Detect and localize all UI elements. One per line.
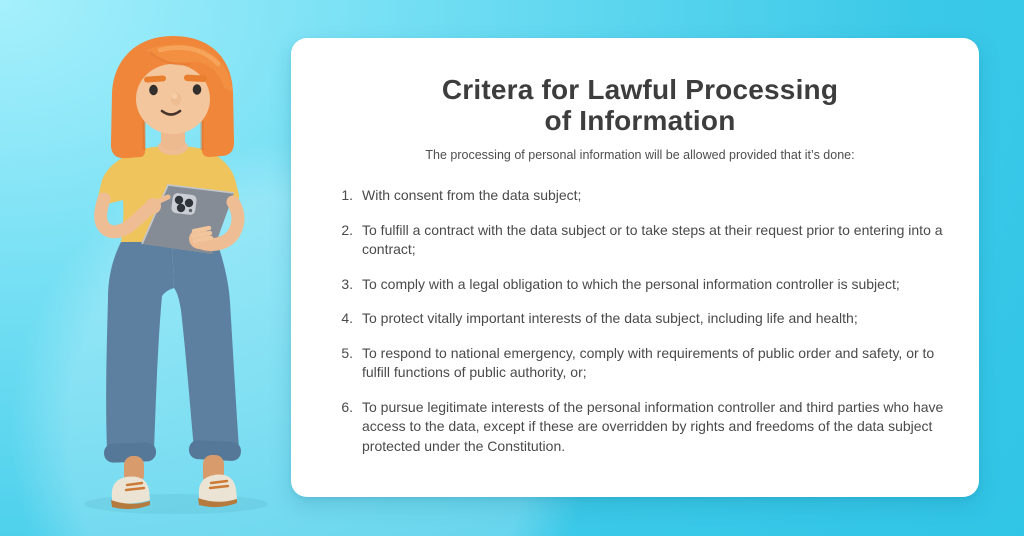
list-item-text: To protect vitally important interests of the data subject, including life and health;	[362, 310, 858, 326]
page-title	[331, 74, 949, 136]
list-item	[331, 275, 949, 295]
list-item	[331, 309, 949, 329]
card-subtitle: The processing of personal information will be allowed provided that it’s done:	[425, 148, 855, 162]
list-item-number: 3.	[341, 275, 353, 292]
page-title-line2: of Information	[544, 105, 736, 136]
list-item-text: To fulfill a contract with the data subject or to take steps at their request prior to entering into a contract;	[362, 221, 943, 257]
list-item-text: With consent from the data subject;	[362, 187, 582, 203]
list-item	[331, 398, 949, 457]
list-item-text: To respond to national emergency, comply with requirements of public order and safety, or to fulfill functions of public authority, or;	[362, 344, 935, 380]
list-item-number: 1.	[341, 187, 353, 203]
list-item	[331, 344, 949, 383]
list-item	[331, 186, 949, 206]
list-item-number: 4.	[341, 310, 353, 326]
woman-with-tablet-illustration	[0, 0, 290, 536]
list-item-number: 5.	[341, 344, 353, 361]
list-item-number: 2.	[341, 221, 353, 238]
list-item-text: To pursue legitimate interests of the personal information controller and third parties who have access to the data, except if these are overridden by rights and freedoms of the data subject protected under the Constitution.	[362, 398, 944, 454]
list-item-text: To comply with a legal obligation to which the personal information controller is subject;	[362, 275, 900, 292]
criteria-list	[331, 186, 949, 456]
page-title-line1: Critera for Lawful Processing	[441, 74, 839, 105]
list-item	[331, 221, 949, 260]
list-item-number: 6.	[341, 398, 353, 415]
info-card	[291, 38, 979, 497]
